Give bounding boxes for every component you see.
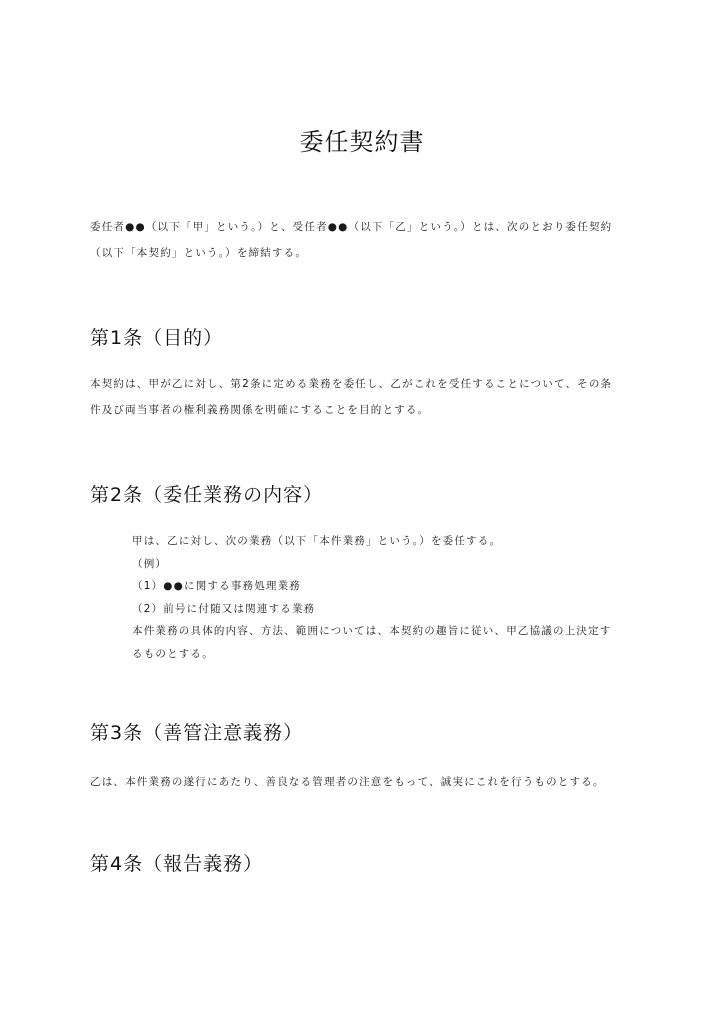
document-title: 委任契約書 xyxy=(299,128,425,156)
preamble xyxy=(90,214,650,266)
article-2-item-2: （2）前号に付随又は関連する業務 xyxy=(132,602,316,615)
article-1-line: 件及び両当事者の権利義務関係を明確にすることを目的とする。 xyxy=(90,404,430,416)
article-2-line: 本件業務の具体的内容、方法、範囲については、本契約の趣旨に従い、甲乙協議の上決定す xyxy=(132,625,612,637)
article-1-body xyxy=(90,371,650,423)
article-2-example-label: （例） xyxy=(132,557,168,570)
article-3-heading: 第3条（善管注意義務） xyxy=(90,722,304,744)
article-4-heading: 第4条（報告義務） xyxy=(90,853,264,875)
article-2-item-1: （1）●●に関する事務処理業務 xyxy=(132,580,302,592)
article-3-body xyxy=(90,769,650,795)
article-1-line: 本契約は、甲が乙に対し、第2条に定める業務を委任し、乙がこれを受任することについて、その条 xyxy=(90,378,613,390)
article-2-heading: 第2条（委任業務の内容） xyxy=(90,484,324,506)
preamble-line: 委任者●●（以下「甲」という。）と、受任者●●（以下「乙」という。）とは、次のとおり委任契約 xyxy=(90,221,613,233)
preamble-line: （以下「本契約」という。）を締結する。 xyxy=(90,247,308,259)
article-3-line: 乙は、本件業務の遂行にあたり、善良なる管理者の注意をもって、誠実にこれを行うものとする。 xyxy=(90,776,605,788)
article-2-line: るものとする。 xyxy=(132,647,214,660)
article-2-line: 甲は、乙に対し、次の業務（以下「本件業務」という。）を委任する。 xyxy=(132,535,502,547)
article-1-heading: 第1条（目的） xyxy=(90,327,224,349)
article-2-body xyxy=(132,530,652,665)
